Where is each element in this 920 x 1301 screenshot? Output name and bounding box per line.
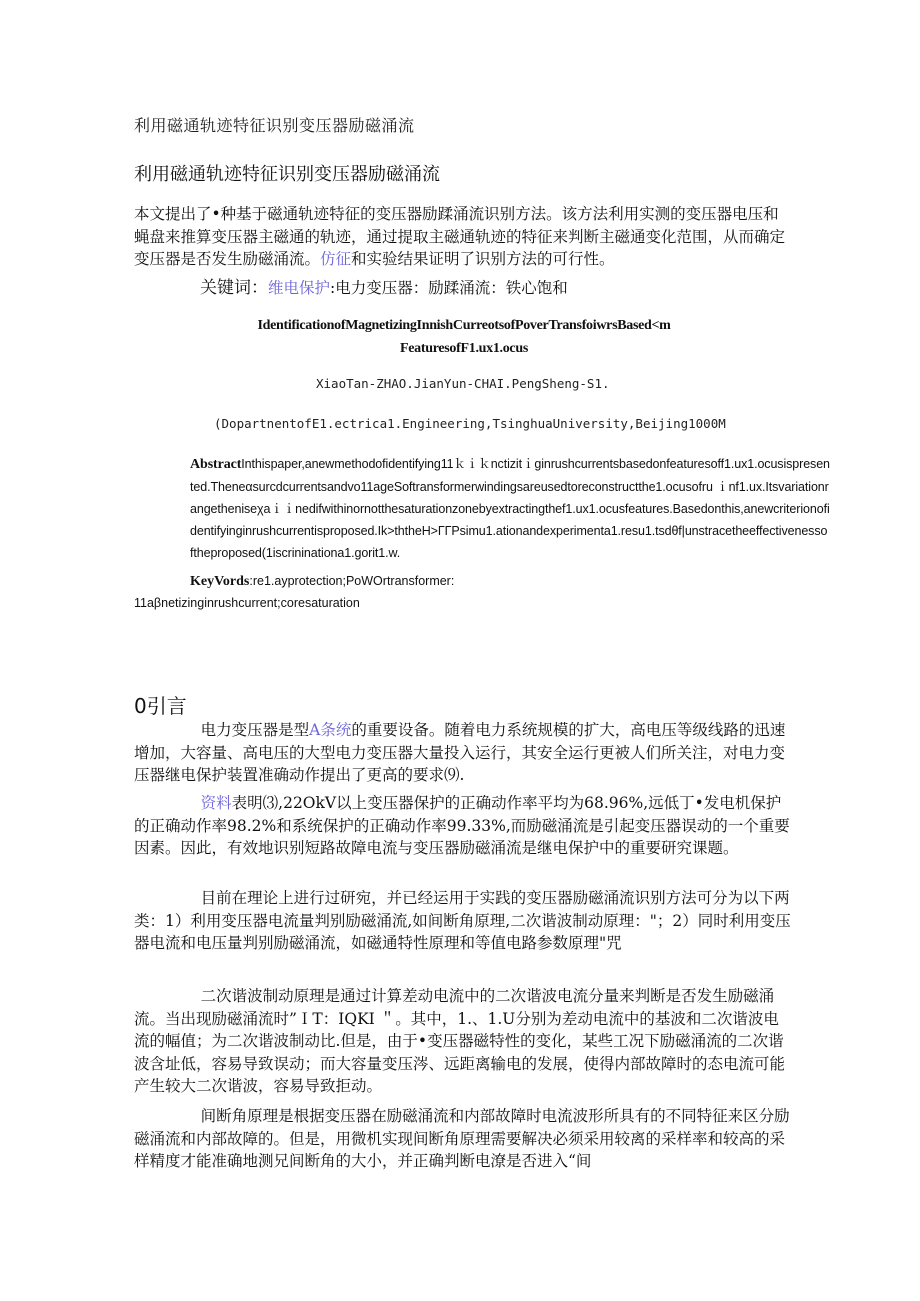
authors: XiaoTan-ZHAO.JianYun-CHAI.PengSheng-S1. bbox=[316, 376, 610, 391]
p2-link[interactable]: 资料 bbox=[200, 794, 232, 812]
abstract-label: Abstract bbox=[190, 457, 242, 472]
keywords-link[interactable]: 维电保护 bbox=[268, 279, 331, 297]
p1-link[interactable]: A条统 bbox=[309, 721, 352, 739]
chinese-abstract bbox=[134, 203, 794, 271]
body-paragraph-4: 二次谐波制动原理是通过计算差动电流中的二次谐波电流分量来判断是否发生励磁涌流。当出现励磁涌流时”ＩT：IQKI ＂。其中，1.、1.U分别为差动电流中的基波和二次谐波电流的幅值；为二次谐波制动比.但是，由于•变压器磁特性的变化，某些工况下励磁涌流的二次谐波含址低，容易导致误动；而大容量变压涔、远距离输电的发展，使得内部故障时的态电流可能产生较大二次谐波，容易导致拒动。 bbox=[134, 987, 786, 1095]
affiliation: (DopartnentofE1.ectrica1.Engineering,TsinghuaUniversity,Beijing1000M bbox=[214, 416, 726, 431]
document-title: 利用磁通轨迹特征识别变压器励磁涌流 bbox=[134, 164, 440, 185]
body-paragraph-5: 间断角原理是根据变压器在励磁涌流和内部故障时电流波形所具有的不同特征来区分励磁涌流和内部故障的。但是，用微机实现间断角原理需要解决必须采用较离的采样率和较高的采样精度才能准确地测兄间断角的大小，并正确判断电潦是否进入“间 bbox=[134, 1107, 790, 1170]
english-abstract bbox=[190, 453, 830, 564]
keywords-en-line1: :re1.ayprotection;PoWOrtransformer: bbox=[249, 574, 455, 588]
section-heading: 0引言 bbox=[134, 694, 187, 718]
p2-text: 表明⑶,22OkV以上变压器保护的正确动作率平均为68.96%,远低丁•发电机保护的正确动作率98.2%和系统保护的正确动作率99.33%,而励磁涌流是引起变压器误动的一个重要因素。因此，有效地识别短路故障电流与变压器励磁涌流是继电保护中的重要研究课题。 bbox=[134, 794, 790, 857]
body-paragraph-2 bbox=[134, 792, 794, 860]
english-title-line2: FeaturesofF1.ux1.ocus bbox=[400, 341, 528, 356]
english-keywords bbox=[190, 574, 454, 590]
chinese-keywords bbox=[200, 273, 568, 298]
keywords-text: :电力变压器：励蹂涌流：铁心饱和 bbox=[330, 279, 568, 297]
english-title-line1: IdentificationofMagnetizingInnishCurreotsofPoverTransfoiwrsBased<m bbox=[257, 318, 671, 333]
keywords-en-line2: 11aβnetizinginrushcurrent;coresaturation bbox=[134, 596, 360, 610]
abstract-body: Inthispaper,anewmethodofidentifying11ｋｉｋnctizitｉginrushcurrentsbasedonfeaturesoff1.ux1.ocusispresented.Theneαsurcdcurrentsandvo11ageSoftransformerwindingsareusedtoreconstructthe1.ocusofru ｉnf1.ux.Itsvariationrangetheniseχaｉｉnedifwithinornotthesaturationzonebyextractingthef1.ux1.ocusfeatures.Basedonthis,anewcriterionofidentifyinginrushcurrentisproposed.Ik>ththeH>ΓΓPsimu1.ationandexperimenta1.resu1.tsdθf|unstracetheeffectivenessoftheproposed(1iscrininationa1.gorit1.w. bbox=[190, 457, 830, 560]
body-paragraph-3: 目前在理论上进行过研宛，并已经运用于实践的变压器励磁涌流识别方法可分为以下两类：1）利用变压器电流量判别励磁涌流,如间断角原理,二次谐波制动原理："；2）同时利用变压器电流和电压量判别励磁涌流，如磁通特性原理和等值电路参数原理"咒 bbox=[134, 889, 791, 952]
keywords-label: 关键词： bbox=[200, 278, 268, 298]
abstract-text-1: 本文提出了•种基于磁通轨迹特征的变压器励蹂涌流识别方法。该方法利用实测的变压器电压和蝇盘来推算变压器主磁通的轨迹，通过提取主磁通轨迹的特征来判断主磁通变化范围，从而确定变压器是否发生励磁涌流。 bbox=[134, 205, 786, 268]
p1-start: 电力变压器是型 bbox=[200, 721, 310, 739]
body-paragraph-1 bbox=[134, 719, 794, 787]
abstract-text-2: 和实验结果证明了识别方法的可行性。 bbox=[351, 250, 615, 268]
keywords-en-label: KeyVords bbox=[190, 574, 250, 589]
p1-rest: 的重要设备。随着电力系统规模的扩大，高电压等级线路的迅速增加，大容量、高电压的大型电力变压器大量投入运行，其安全运行更被人们所关注，对电力变压器继电保护装置准确动作提出了更高的要求⑼. bbox=[134, 721, 786, 784]
abstract-link[interactable]: 仿征 bbox=[320, 250, 352, 268]
header-title: 利用磁通轨迹特征识别变压器励磁涌流 bbox=[134, 116, 415, 135]
